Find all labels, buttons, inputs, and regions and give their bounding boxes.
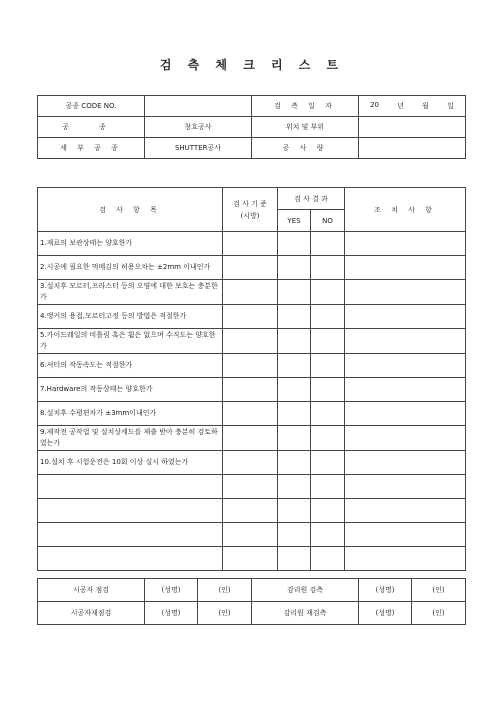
checklist-item-text: 7.Hardware의 작동상태는 양호한가 bbox=[38, 378, 223, 402]
checklist-no-cell[interactable] bbox=[311, 305, 345, 329]
code-label: 공종 CODE NO. bbox=[38, 96, 145, 117]
checklist-item-text bbox=[38, 523, 223, 547]
checklist-standard-cell[interactable] bbox=[223, 329, 278, 354]
checklist-action-cell[interactable] bbox=[345, 232, 466, 256]
checklist-yes-cell[interactable] bbox=[278, 547, 311, 571]
checklist-item-text bbox=[38, 499, 223, 523]
info-row-detail bbox=[38, 138, 466, 159]
checklist-no-cell[interactable] bbox=[311, 354, 345, 378]
checklist-row bbox=[38, 329, 466, 354]
checklist-row bbox=[38, 523, 466, 547]
checklist-yes-cell[interactable] bbox=[278, 280, 311, 305]
checklist-standard-cell[interactable] bbox=[223, 232, 278, 256]
contractor-check-label: 시공자 점검 bbox=[38, 579, 145, 602]
checklist-action-cell[interactable] bbox=[345, 402, 466, 426]
checklist-item-text: 9.제작전 공작법 및 설치상세도를 제출 받아 충분히 검토하였는가 bbox=[38, 426, 223, 451]
work-type-value[interactable]: 창호공사 bbox=[145, 117, 252, 138]
checklist-standard-cell[interactable] bbox=[223, 426, 278, 451]
checklist-item-text: 2.시공에 필요한 먹메김의 허용오차는 ±2mm 이내인가 bbox=[38, 256, 223, 280]
checklist-item-text bbox=[38, 547, 223, 571]
checklist-no-cell[interactable] bbox=[311, 451, 345, 475]
contractor-recheck-label: 시공자재점검 bbox=[38, 602, 145, 625]
checklist-action-cell[interactable] bbox=[345, 256, 466, 280]
date-day-unit: 일 bbox=[447, 102, 454, 110]
supervisor-recheck-sign[interactable]: (성명) bbox=[359, 602, 412, 625]
checklist-action-cell[interactable] bbox=[345, 426, 466, 451]
checklist-yes-cell[interactable] bbox=[278, 402, 311, 426]
checklist-action-cell[interactable] bbox=[345, 280, 466, 305]
checklist-no-cell[interactable] bbox=[311, 232, 345, 256]
checklist-no-cell[interactable] bbox=[311, 475, 345, 499]
checklist-row bbox=[38, 547, 466, 571]
supervisor-check-label: 감리원 검측 bbox=[252, 579, 359, 602]
signature-row-recheck bbox=[38, 602, 466, 625]
code-value[interactable] bbox=[145, 96, 252, 117]
quantity-label: 공 사 량 bbox=[252, 138, 359, 159]
date-value[interactable] bbox=[359, 96, 466, 117]
quantity-value[interactable] bbox=[359, 138, 466, 159]
checklist-no-cell[interactable] bbox=[311, 378, 345, 402]
col-result-header: 검 사 결 과 bbox=[278, 188, 345, 210]
checklist-action-cell[interactable] bbox=[345, 354, 466, 378]
detail-label: 세 부 공 종 bbox=[38, 138, 145, 159]
checklist-yes-cell[interactable] bbox=[278, 499, 311, 523]
checklist-yes-cell[interactable] bbox=[278, 426, 311, 451]
checklist-standard-cell[interactable] bbox=[223, 523, 278, 547]
col-no-header: NO bbox=[311, 210, 345, 232]
date-month-unit: 월 bbox=[422, 102, 429, 110]
checklist-standard-cell[interactable] bbox=[223, 451, 278, 475]
location-label: 위치 및 부위 bbox=[252, 117, 359, 138]
checklist-yes-cell[interactable] bbox=[278, 475, 311, 499]
contractor-recheck-sign[interactable]: (성명) bbox=[145, 602, 198, 625]
col-action-header: 조 치 사 항 bbox=[345, 188, 466, 232]
checklist-yes-cell[interactable] bbox=[278, 232, 311, 256]
checklist-item-text: 1.재료의 보관상태는 양호한가 bbox=[38, 232, 223, 256]
document-title: 검 측 체 크 리 스 트 bbox=[159, 58, 345, 72]
supervisor-recheck-label: 감리원 재검측 bbox=[252, 602, 359, 625]
col-standard-header bbox=[223, 188, 278, 232]
checklist-row bbox=[38, 426, 466, 451]
checklist-row bbox=[38, 475, 466, 499]
checklist-yes-cell[interactable] bbox=[278, 256, 311, 280]
checklist-yes-cell[interactable] bbox=[278, 329, 311, 354]
checklist-action-cell[interactable] bbox=[345, 329, 466, 354]
checklist-item-text: 3.설치후 모르터,프라스터 등의 오염에 대한 보호는 충분한가 bbox=[38, 280, 223, 305]
date-label: 검 측 일 자 bbox=[252, 96, 359, 117]
checklist-no-cell[interactable] bbox=[311, 547, 345, 571]
info-row-code bbox=[38, 96, 466, 117]
checklist-standard-cell[interactable] bbox=[223, 354, 278, 378]
checklist-item-text: 5.가이드레일의 비틀림 혹은 휨은 없으며 수직도는 양호한가 bbox=[38, 329, 223, 354]
checklist-action-cell[interactable] bbox=[345, 451, 466, 475]
checklist-item-text: 10.설치 후 시험운전은 10회 이상 실시 하였는가 bbox=[38, 451, 223, 475]
checklist-no-cell[interactable] bbox=[311, 402, 345, 426]
col-standard-line1: 검 사 기 준 bbox=[233, 199, 267, 208]
signature-row-check bbox=[38, 579, 466, 602]
checklist-table bbox=[37, 187, 466, 571]
checklist-action-cell[interactable] bbox=[345, 523, 466, 547]
checklist-item-text: 6.셔터의 작동속도는 적절한가 bbox=[38, 354, 223, 378]
checklist-action-cell[interactable] bbox=[345, 499, 466, 523]
location-value[interactable] bbox=[359, 117, 466, 138]
checklist-row bbox=[38, 402, 466, 426]
info-row-work-type bbox=[38, 117, 466, 138]
checklist-action-cell[interactable] bbox=[345, 305, 466, 329]
checklist-row bbox=[38, 499, 466, 523]
work-type-label: 공 종 bbox=[38, 117, 145, 138]
checklist-yes-cell[interactable] bbox=[278, 378, 311, 402]
checklist-action-cell[interactable] bbox=[345, 378, 466, 402]
checklist-yes-cell[interactable] bbox=[278, 451, 311, 475]
info-table bbox=[37, 95, 466, 159]
checklist-row bbox=[38, 280, 466, 305]
checklist-row bbox=[38, 232, 466, 256]
checklist-no-cell[interactable] bbox=[311, 256, 345, 280]
checklist-no-cell[interactable] bbox=[311, 499, 345, 523]
col-yes-header: YES bbox=[278, 210, 311, 232]
checklist-no-cell[interactable] bbox=[311, 426, 345, 451]
checklist-no-cell[interactable] bbox=[311, 523, 345, 547]
supervisor-check-sign[interactable]: (성명) bbox=[359, 579, 412, 602]
contractor-recheck-seal[interactable]: (인) bbox=[198, 602, 252, 625]
checklist-standard-cell[interactable] bbox=[223, 305, 278, 329]
checklist-standard-cell[interactable] bbox=[223, 475, 278, 499]
checklist-yes-cell[interactable] bbox=[278, 305, 311, 329]
checklist-standard-cell[interactable] bbox=[223, 547, 278, 571]
detail-value[interactable]: SHUTTER공사 bbox=[145, 138, 252, 159]
checklist-standard-cell[interactable] bbox=[223, 378, 278, 402]
supervisor-recheck-seal[interactable]: (인) bbox=[412, 602, 466, 625]
checklist-standard-cell[interactable] bbox=[223, 402, 278, 426]
col-item-header: 검 사 항 목 bbox=[38, 188, 223, 232]
checklist-standard-cell[interactable] bbox=[223, 256, 278, 280]
contractor-check-sign[interactable]: (성명) bbox=[145, 579, 198, 602]
checklist-row bbox=[38, 378, 466, 402]
checklist-row bbox=[38, 451, 466, 475]
checklist-header-row bbox=[38, 188, 466, 210]
checklist-yes-cell[interactable] bbox=[278, 523, 311, 547]
checklist-item-text bbox=[38, 475, 223, 499]
checklist-action-cell[interactable] bbox=[345, 475, 466, 499]
checklist-row bbox=[38, 354, 466, 378]
date-year: 20 bbox=[370, 101, 380, 109]
checklist-item-text: 8.설치후 수평편차가 ±3mm이내인가 bbox=[38, 402, 223, 426]
contractor-check-seal[interactable]: (인) bbox=[198, 579, 252, 602]
checklist-yes-cell[interactable] bbox=[278, 354, 311, 378]
signature-table bbox=[37, 578, 466, 625]
checklist-item-text: 4.앵커의 용접,모르터고정 등의 방법은 적절한가 bbox=[38, 305, 223, 329]
checklist-standard-cell[interactable] bbox=[223, 499, 278, 523]
checklist-row bbox=[38, 256, 466, 280]
col-standard-line2: (시방) bbox=[240, 211, 260, 220]
supervisor-check-seal[interactable]: (인) bbox=[412, 579, 466, 602]
checklist-no-cell[interactable] bbox=[311, 329, 345, 354]
checklist-no-cell[interactable] bbox=[311, 280, 345, 305]
checklist-row bbox=[38, 305, 466, 329]
checklist-body bbox=[38, 232, 466, 571]
checklist-standard-cell[interactable] bbox=[223, 280, 278, 305]
checklist-action-cell[interactable] bbox=[345, 547, 466, 571]
date-year-unit: 년 bbox=[397, 102, 404, 110]
